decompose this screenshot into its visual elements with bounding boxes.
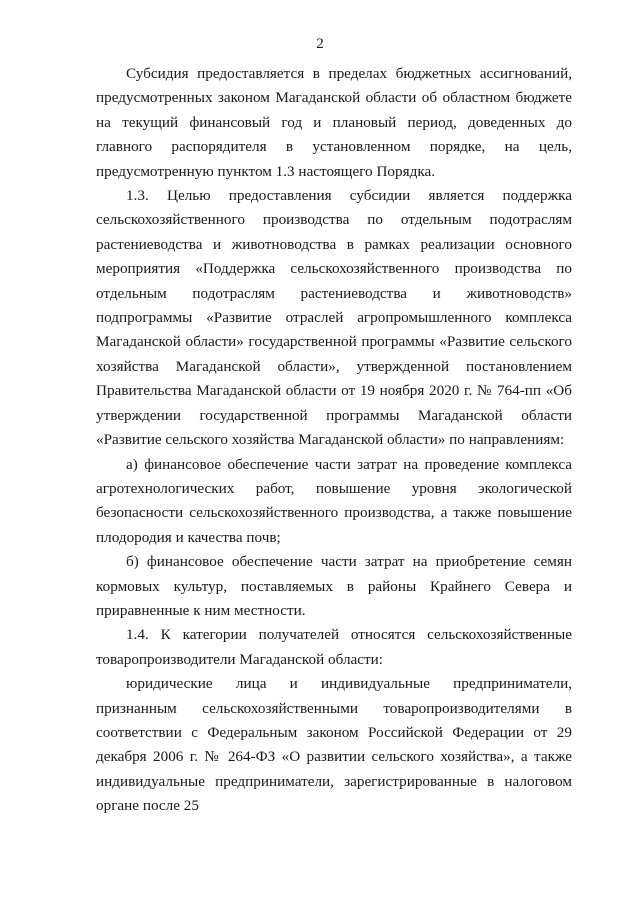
paragraph-1-4-recipients: 1.4. К категории получателей относятся сельскохозяйственные товаропроизводители Магаданской области:: [96, 626, 572, 668]
paragraph-1-3-purpose: 1.3. Целью предоставления субсидии является поддержка сельскохозяйственного производства по отдельным подотраслям растениеводства и животноводства в рамках реализации основного мероприятия «Поддержка сельскохозяйственного производства по отдельным подотраслям растениеводства и животноводств» подпрограммы «Развитие отраслей агропромышленного комплекса Магаданской области» государственной программы «Развитие сельского хозяйства Магаданской области», утвержденной постановлением Правительства Магаданской области от 19 ноября 2020 г. № 764-пп «Об утверждении государственной программы Магаданской области «Развитие сельского хозяйства Магаданской области» по направлениям:: [96, 187, 572, 449]
paragraph-item-a: а) финансовое обеспечение части затрат на проведение комплекса агротехнологических работ, повышение уровня экологической безопасности сельскохозяйственного производства, а также повышение плодородия и качества почв;: [96, 455, 572, 546]
paragraph-subsidy-limits: Субсидия предоставляется в пределах бюджетных ассигнований, предусмотренных законом Магаданской области об областном бюджете на текущий финансовый год и плановый период, доведенных до главного распорядителя в установленном порядке, на цель, предусмотренную пунктом 1.3 настоящего Порядка.: [96, 65, 572, 180]
document-body: [96, 62, 572, 819]
paragraph-legal-entities: юридические лица и индивидуальные предприниматели, признанным сельскохозяйственными товаропроизводителями в соответствии с Федеральным законом Российской Федерации от 29 декабря 2006 г. № 264-ФЗ «О развитии сельского хозяйства», а также индивидуальные предприниматели, зарегистрированные в налоговом органе после 25: [96, 675, 572, 815]
page-number: 2: [316, 36, 324, 52]
paragraph-item-b: б) финансовое обеспечение части затрат на приобретение семян кормовых культур, поставляемых в районы Крайнего Севера и приравненные к ним местности.: [96, 553, 572, 619]
